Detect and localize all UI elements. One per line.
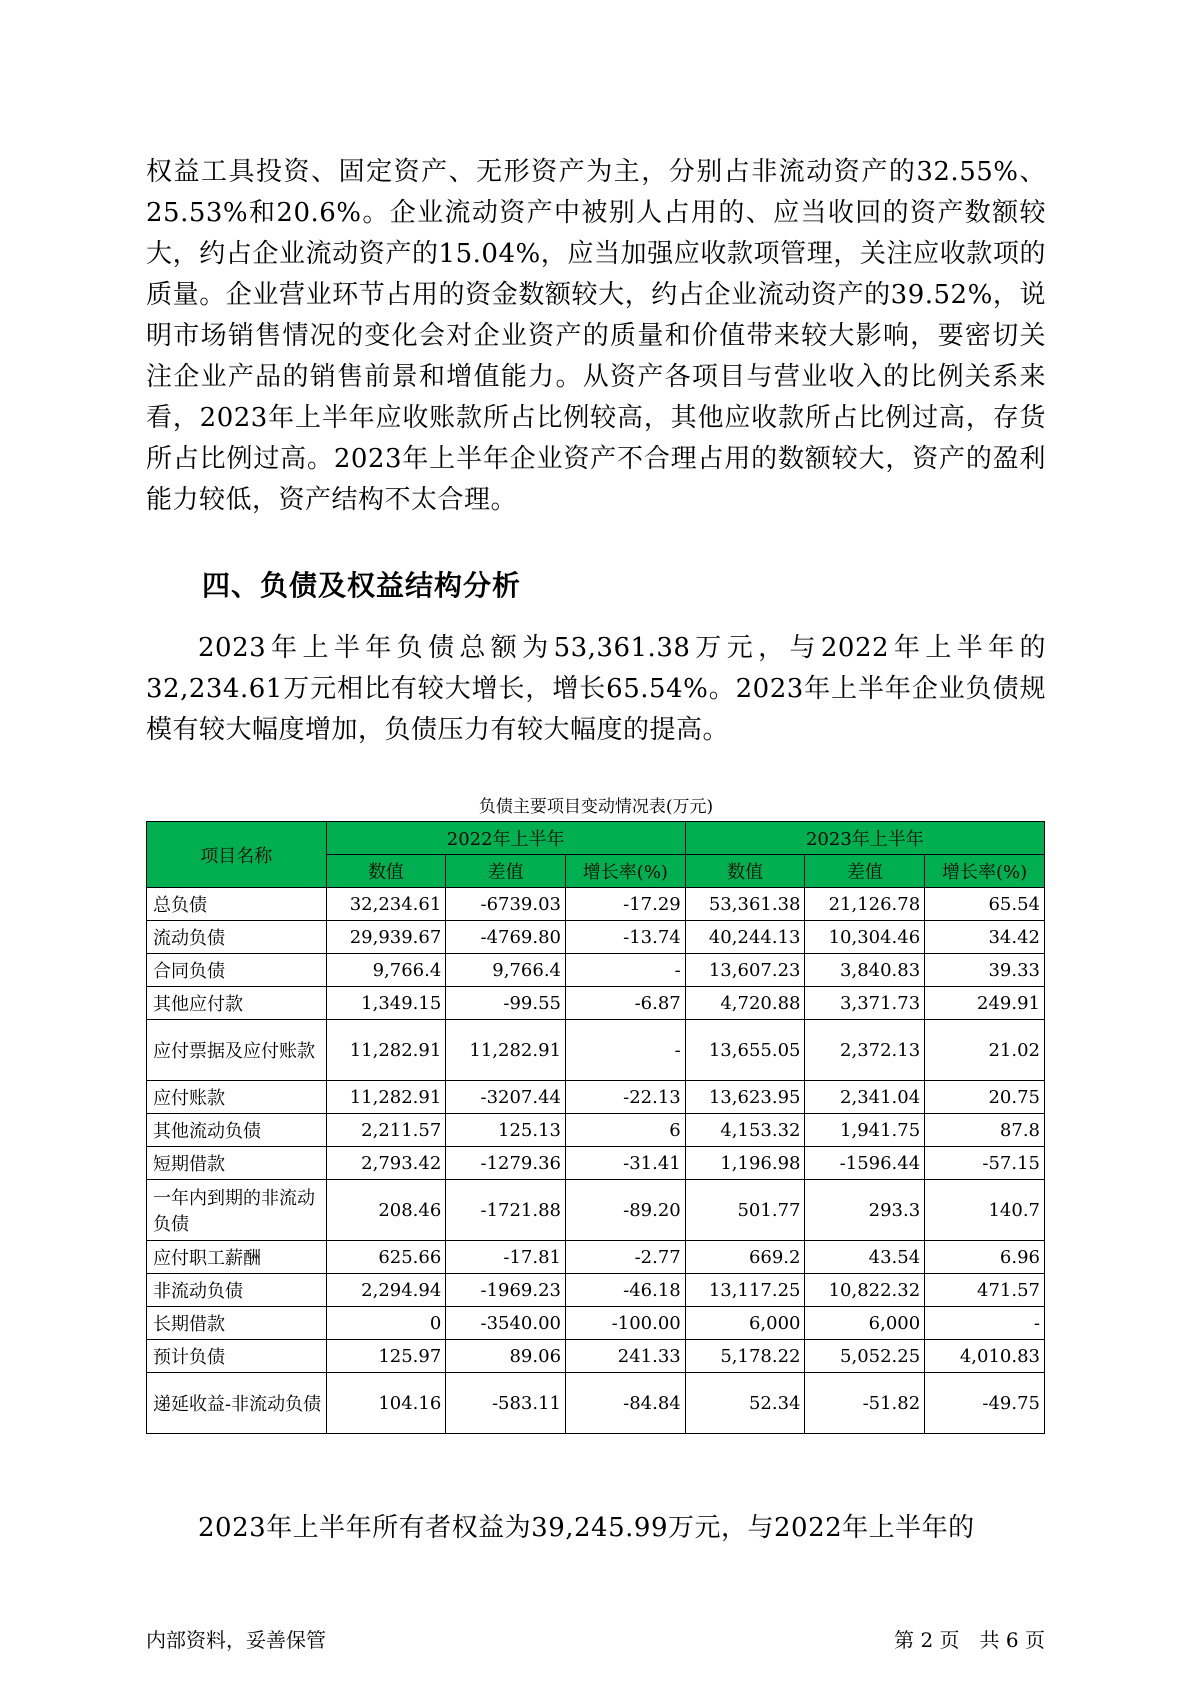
diff-2023-cell: 21,126.78: [805, 888, 925, 921]
diff-2022-cell: 89.06: [446, 1340, 566, 1373]
diff-2022-cell: -17.81: [446, 1241, 566, 1274]
table-row: [147, 987, 1045, 1020]
header-period-2022: 2022年上半年: [326, 822, 685, 855]
value-2023-cell: 669.2: [685, 1241, 805, 1274]
table-row: [147, 1147, 1045, 1180]
value-2023-cell: 13,607.23: [685, 954, 805, 987]
growth-2023-cell: 471.57: [925, 1274, 1045, 1307]
header-growth: 增长率(%): [925, 855, 1045, 888]
table-row: [147, 1307, 1045, 1340]
value-2023-cell: 1,196.98: [685, 1147, 805, 1180]
value-2022-cell: 2,294.94: [326, 1274, 446, 1307]
body-paragraph-liabilities: [146, 628, 1046, 751]
value-2023-cell: 13,655.05: [685, 1020, 805, 1081]
table-row: [147, 954, 1045, 987]
growth-2023-cell: 249.91: [925, 987, 1045, 1020]
item-name-cell: 一年内到期的非流动负债: [147, 1180, 327, 1241]
footer-confidential-note: 内部资料，妥善保管: [146, 1628, 326, 1652]
item-name-cell: 其他流动负债: [147, 1114, 327, 1147]
table-row: [147, 888, 1045, 921]
diff-2022-cell: -1721.88: [446, 1180, 566, 1241]
header-item-name: 项目名称: [147, 822, 327, 888]
item-name-cell: 流动负债: [147, 921, 327, 954]
value-2023-cell: 53,361.38: [685, 888, 805, 921]
growth-2022-cell: -89.20: [566, 1180, 686, 1241]
growth-2023-cell: 6.96: [925, 1241, 1045, 1274]
body-paragraph-assets: [146, 152, 1046, 521]
item-name-cell: 合同负债: [147, 954, 327, 987]
footer-page-number: 第 2 页 共 6 页: [894, 1628, 1045, 1652]
value-2023-cell: 4,153.32: [685, 1114, 805, 1147]
diff-2022-cell: 9,766.4: [446, 954, 566, 987]
diff-2022-cell: -1969.23: [446, 1274, 566, 1307]
value-2023-cell: 40,244.13: [685, 921, 805, 954]
table-row: [147, 1081, 1045, 1114]
value-2022-cell: 32,234.61: [326, 888, 446, 921]
table-row: [147, 1241, 1045, 1274]
diff-2023-cell: 2,341.04: [805, 1081, 925, 1114]
value-2023-cell: 4,720.88: [685, 987, 805, 1020]
growth-2022-cell: -17.29: [566, 888, 686, 921]
diff-2023-cell: 5,052.25: [805, 1340, 925, 1373]
growth-2022-cell: -46.18: [566, 1274, 686, 1307]
value-2022-cell: 208.46: [326, 1180, 446, 1241]
growth-2022-cell: -6.87: [566, 987, 686, 1020]
table-header: [147, 822, 1045, 888]
value-2023-cell: 6,000: [685, 1307, 805, 1340]
growth-2022-cell: 241.33: [566, 1340, 686, 1373]
item-name-cell: 短期借款: [147, 1147, 327, 1180]
diff-2022-cell: -99.55: [446, 987, 566, 1020]
value-2023-cell: 13,117.25: [685, 1274, 805, 1307]
growth-2023-cell: 87.8: [925, 1114, 1045, 1147]
value-2022-cell: 11,282.91: [326, 1081, 446, 1114]
diff-2023-cell: -51.82: [805, 1373, 925, 1434]
growth-2023-cell: 65.54: [925, 888, 1045, 921]
item-name-cell: 应付账款: [147, 1081, 327, 1114]
table-row: [147, 1114, 1045, 1147]
value-2022-cell: 625.66: [326, 1241, 446, 1274]
diff-2022-cell: -6739.03: [446, 888, 566, 921]
growth-2022-cell: -84.84: [566, 1373, 686, 1434]
growth-2023-cell: 140.7: [925, 1180, 1045, 1241]
growth-2022-cell: 6: [566, 1114, 686, 1147]
diff-2022-cell: -4769.80: [446, 921, 566, 954]
header-value: 数值: [685, 855, 805, 888]
diff-2023-cell: 2,372.13: [805, 1020, 925, 1081]
value-2022-cell: 9,766.4: [326, 954, 446, 987]
diff-2022-cell: -3540.00: [446, 1307, 566, 1340]
diff-2022-cell: -1279.36: [446, 1147, 566, 1180]
table-row: [147, 1340, 1045, 1373]
value-2022-cell: 0: [326, 1307, 446, 1340]
growth-2022-cell: -100.00: [566, 1307, 686, 1340]
paragraph-text: 2023年上半年所有者权益为39,245.99万元，与2022年上半年的: [198, 1513, 975, 1543]
diff-2023-cell: 10,822.32: [805, 1274, 925, 1307]
header-growth: 增长率(%): [566, 855, 686, 888]
diff-2023-cell: 3,840.83: [805, 954, 925, 987]
growth-2023-cell: 34.42: [925, 921, 1045, 954]
value-2022-cell: 2,211.57: [326, 1114, 446, 1147]
value-2023-cell: 13,623.95: [685, 1081, 805, 1114]
value-2022-cell: 104.16: [326, 1373, 446, 1434]
diff-2023-cell: 43.54: [805, 1241, 925, 1274]
item-name-cell: 递延收益-非流动负债: [147, 1373, 327, 1434]
table-row: [147, 921, 1045, 954]
body-paragraph-equity: [146, 1508, 1046, 1549]
section-heading: 四、负债及权益结构分析: [202, 569, 522, 602]
item-name-cell: 总负债: [147, 888, 327, 921]
value-2022-cell: 2,793.42: [326, 1147, 446, 1180]
paragraph-text: 2023年上半年负债总额为53,361.38万元，与2022年上半年的32,234.61万元相比有较大增长，增长65.54%。2023年上半年企业负债规模有较大幅度增加，负债压力有较大幅度的提高。: [146, 633, 1046, 745]
table-row: [147, 1020, 1045, 1081]
value-2023-cell: 52.34: [685, 1373, 805, 1434]
item-name-cell: 其他应付款: [147, 987, 327, 1020]
growth-2022-cell: -31.41: [566, 1147, 686, 1180]
growth-2023-cell: -57.15: [925, 1147, 1045, 1180]
value-2022-cell: 1,349.15: [326, 987, 446, 1020]
header-diff: 差值: [446, 855, 566, 888]
growth-2022-cell: -: [566, 1020, 686, 1081]
diff-2022-cell: -583.11: [446, 1373, 566, 1434]
growth-2022-cell: -: [566, 954, 686, 987]
liabilities-table: [146, 821, 1045, 1434]
paragraph-text: 权益工具投资、固定资产、无形资产为主，分别占非流动资产的32.55%、25.53%和20.6%。企业流动资产中被别人占用的、应当收回的资产数额较大，约占企业流动资产的15.04%，应当加强应收款项管理，关注应收款项的质量。企业营业环节占用的资金数额较大，约占企业流动资产的39.52%，说明市场销售情况的变化会对企业资产的质量和价值带来较大影响，要密切关注企业产品的销售前景和增值能力。从资产各项目与营业收入的比例关系来看，2023年上半年应收账款所占比例较高，其他应收款所占比例过高，存货所占比例过高。2023年上半年企业资产不合理占用的数额较大，资产的盈利能力较低，资产结构不太合理。: [146, 157, 1046, 515]
diff-2023-cell: -1596.44: [805, 1147, 925, 1180]
table-row: [147, 1373, 1045, 1434]
diff-2022-cell: 11,282.91: [446, 1020, 566, 1081]
diff-2023-cell: 293.3: [805, 1180, 925, 1241]
growth-2023-cell: 4,010.83: [925, 1340, 1045, 1373]
growth-2022-cell: -22.13: [566, 1081, 686, 1114]
value-2022-cell: 29,939.67: [326, 921, 446, 954]
header-value: 数值: [326, 855, 446, 888]
table-row: [147, 1274, 1045, 1307]
diff-2022-cell: -3207.44: [446, 1081, 566, 1114]
diff-2023-cell: 1,941.75: [805, 1114, 925, 1147]
item-name-cell: 应付职工薪酬: [147, 1241, 327, 1274]
growth-2022-cell: -13.74: [566, 921, 686, 954]
table-row: [147, 1180, 1045, 1241]
item-name-cell: 非流动负债: [147, 1274, 327, 1307]
diff-2023-cell: 3,371.73: [805, 987, 925, 1020]
growth-2023-cell: -: [925, 1307, 1045, 1340]
value-2022-cell: 125.97: [326, 1340, 446, 1373]
value-2023-cell: 501.77: [685, 1180, 805, 1241]
item-name-cell: 预计负债: [147, 1340, 327, 1373]
header-period-2023: 2023年上半年: [685, 822, 1044, 855]
diff-2022-cell: 125.13: [446, 1114, 566, 1147]
growth-2023-cell: 20.75: [925, 1081, 1045, 1114]
growth-2023-cell: -49.75: [925, 1373, 1045, 1434]
header-diff: 差值: [805, 855, 925, 888]
item-name-cell: 长期借款: [147, 1307, 327, 1340]
table-caption: 负债主要项目变动情况表(万元): [478, 797, 714, 817]
growth-2023-cell: 21.02: [925, 1020, 1045, 1081]
diff-2023-cell: 10,304.46: [805, 921, 925, 954]
value-2023-cell: 5,178.22: [685, 1340, 805, 1373]
diff-2023-cell: 6,000: [805, 1307, 925, 1340]
item-name-cell: 应付票据及应付账款: [147, 1020, 327, 1081]
table-body: [147, 888, 1045, 1434]
value-2022-cell: 11,282.91: [326, 1020, 446, 1081]
growth-2022-cell: -2.77: [566, 1241, 686, 1274]
growth-2023-cell: 39.33: [925, 954, 1045, 987]
